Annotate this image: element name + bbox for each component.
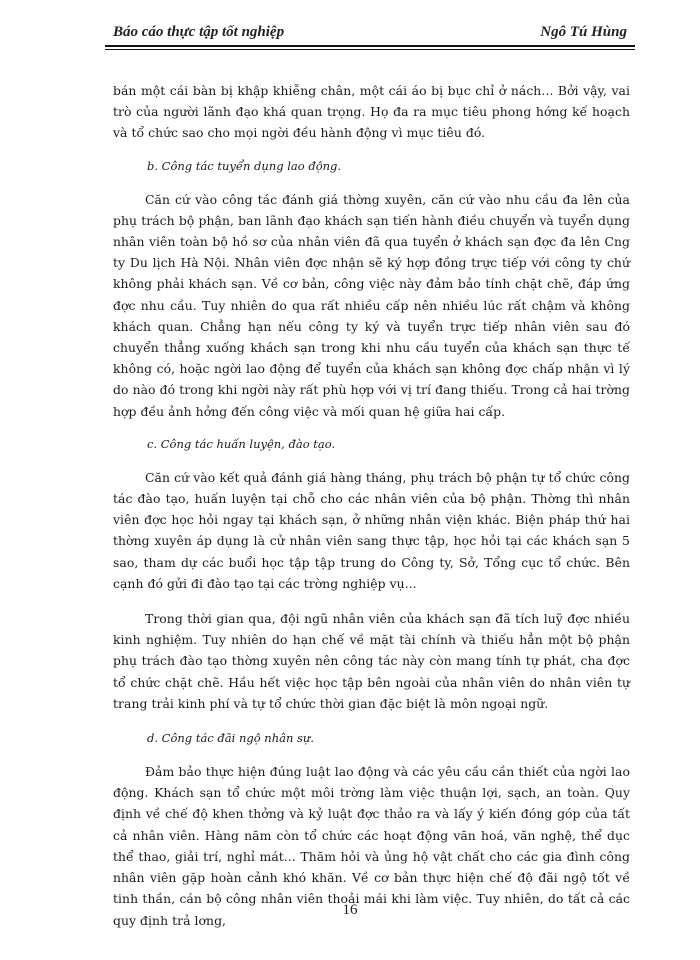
paragraph-training-methods: Căn cứ vào kết quả đánh giá hàng tháng, phụ trách bộ phận tự tổ chức công tác đào tạo, huấn luyện tại chỗ cho các nhân viên của bộ phận. Thờng thì nhân viên đợc học hỏi ngay tại khách sạn, ở những nhân viện khác. Biện pháp thứ hai thờng xuyên áp dụng là cử nhân viên sang thực tập, học hỏi tại các khách sạn 5 sao, tham dự các buổi học tập tập trung do Công ty, Sở, Tổng cục tổ chức. Bên cạnh đó gửi đi đào tạo tại các trờng nghiệp vụ... [113,469,630,591]
page-number: 16 [342,902,358,918]
section-heading-welfare: d. Công tác đãi ngộ nhân sự. [147,731,314,746]
section-heading-training: c. Công tác huấn luyện, đào tạo. [147,436,336,451]
paragraph-training-experience: Trong thời gian qua, đội ngũ nhân viên của khách sạn đã tích luỹ đợc nhiều kinh nghiệm. Tuy nhiên do hạn chế về mặt tài chính và thiếu hẳn một bộ phận phụ trách đào tạo thờng xuyên nên công tác này còn mang tính tự phát, cha đợc tổ chức chặt chẽ. Hầu hết việc học tập bên ngoài của nhân viên do nhân viên tự trang trải kinh phí và tự tổ chức thời gian đặc biệt là môn ngoại ngữ. [113,611,630,711]
header-author-name: Ngô Tú Hùng [540,24,627,40]
header-report-title: Báo cáo thực tập tốt nghiệp [113,24,285,40]
header-rule-thick [105,45,635,47]
paragraph-recruitment: Căn cứ vào công tác đánh giá thờng xuyên, căn cứ vào nhu cầu đa lên của phụ trách bộ phận, ban lãnh đạo khách sạn tiến hành điều chuyển và tuyển dụng nhân viên toàn bộ hồ sơ của nhân viên đã qua tuyển ở khách sạn đợc đa lên Cng ty Du lịch Hà Nội. Nhân viên đợc nhận sẽ ký hợp đồng trực tiếp với công ty chứ không phải khách sạn. Về cơ bản, công việc này đảm bảo tính chặt chẽ, đáp ứng đợc nhu cầu. Tuy nhiên do qua rất nhiều cấp nên nhiều lúc rất chậm và không khách quan. Chẳng hạn nếu công ty ký và tuyển trực tiếp nhân viên sau đó chuyển thẳng xuống khách sạn trong khi nhu cầu tuyển của khách sạn thực tế không có, hoặc ngời lao động để tuyển của khách sạn không đợc chấp nhận vì lý do nào đó trong khi ngời này rất phù hợp với vị trí đang thiếu. Trong cả hai trờng hợp đều ảnh hởng đến công việc và mối quan hệ giữa hai cấp. [113,191,630,419]
page-header [105,22,635,46]
header-rule-thin [105,49,635,50]
paragraph-welfare: Đảm bảo thực hiện đúng luật lao động và các yêu cầu cần thiết của ngời lao động. Khách sạn tổ chức một môi trờng làm việc thuận lợi, sạch, an toàn. Quy định về chế độ khen thởng và kỷ luật đợc thảo ra và lấy ý kiến đóng góp của tất cả nhân viên. Hàng năm còn tổ chức các hoạt động văn hoá, văn nghệ, thể dục thể thao, giải trí, nghỉ mát... Thăm hỏi và ủng hộ vật chất cho các gia đình công nhân viên gặp hoàn cảnh khó khăn. Về cơ bản thực hiện chế độ đãi ngộ tốt về tinh thần, cán bộ công nhân viên thoải mái khi làm việc. Tuy nhiên, do tất cả các quy định trả lơng, [113,764,630,928]
page-body [113,80,630,931]
paragraph-leadership: bán một cái bàn bị khập khiễng chân, một cái áo bị bục chỉ ở nách... Bởi vậy, vai trò của người lãnh đạo khá quan trọng. Họ đa ra mục tiêu phong hớng kế hoạch và tổ chức sao cho mọi ngời đều hành động vì mục tiêu đó. [113,83,630,141]
section-heading-recruitment: b. Công tác tuyển dụng lao động. [147,158,342,173]
